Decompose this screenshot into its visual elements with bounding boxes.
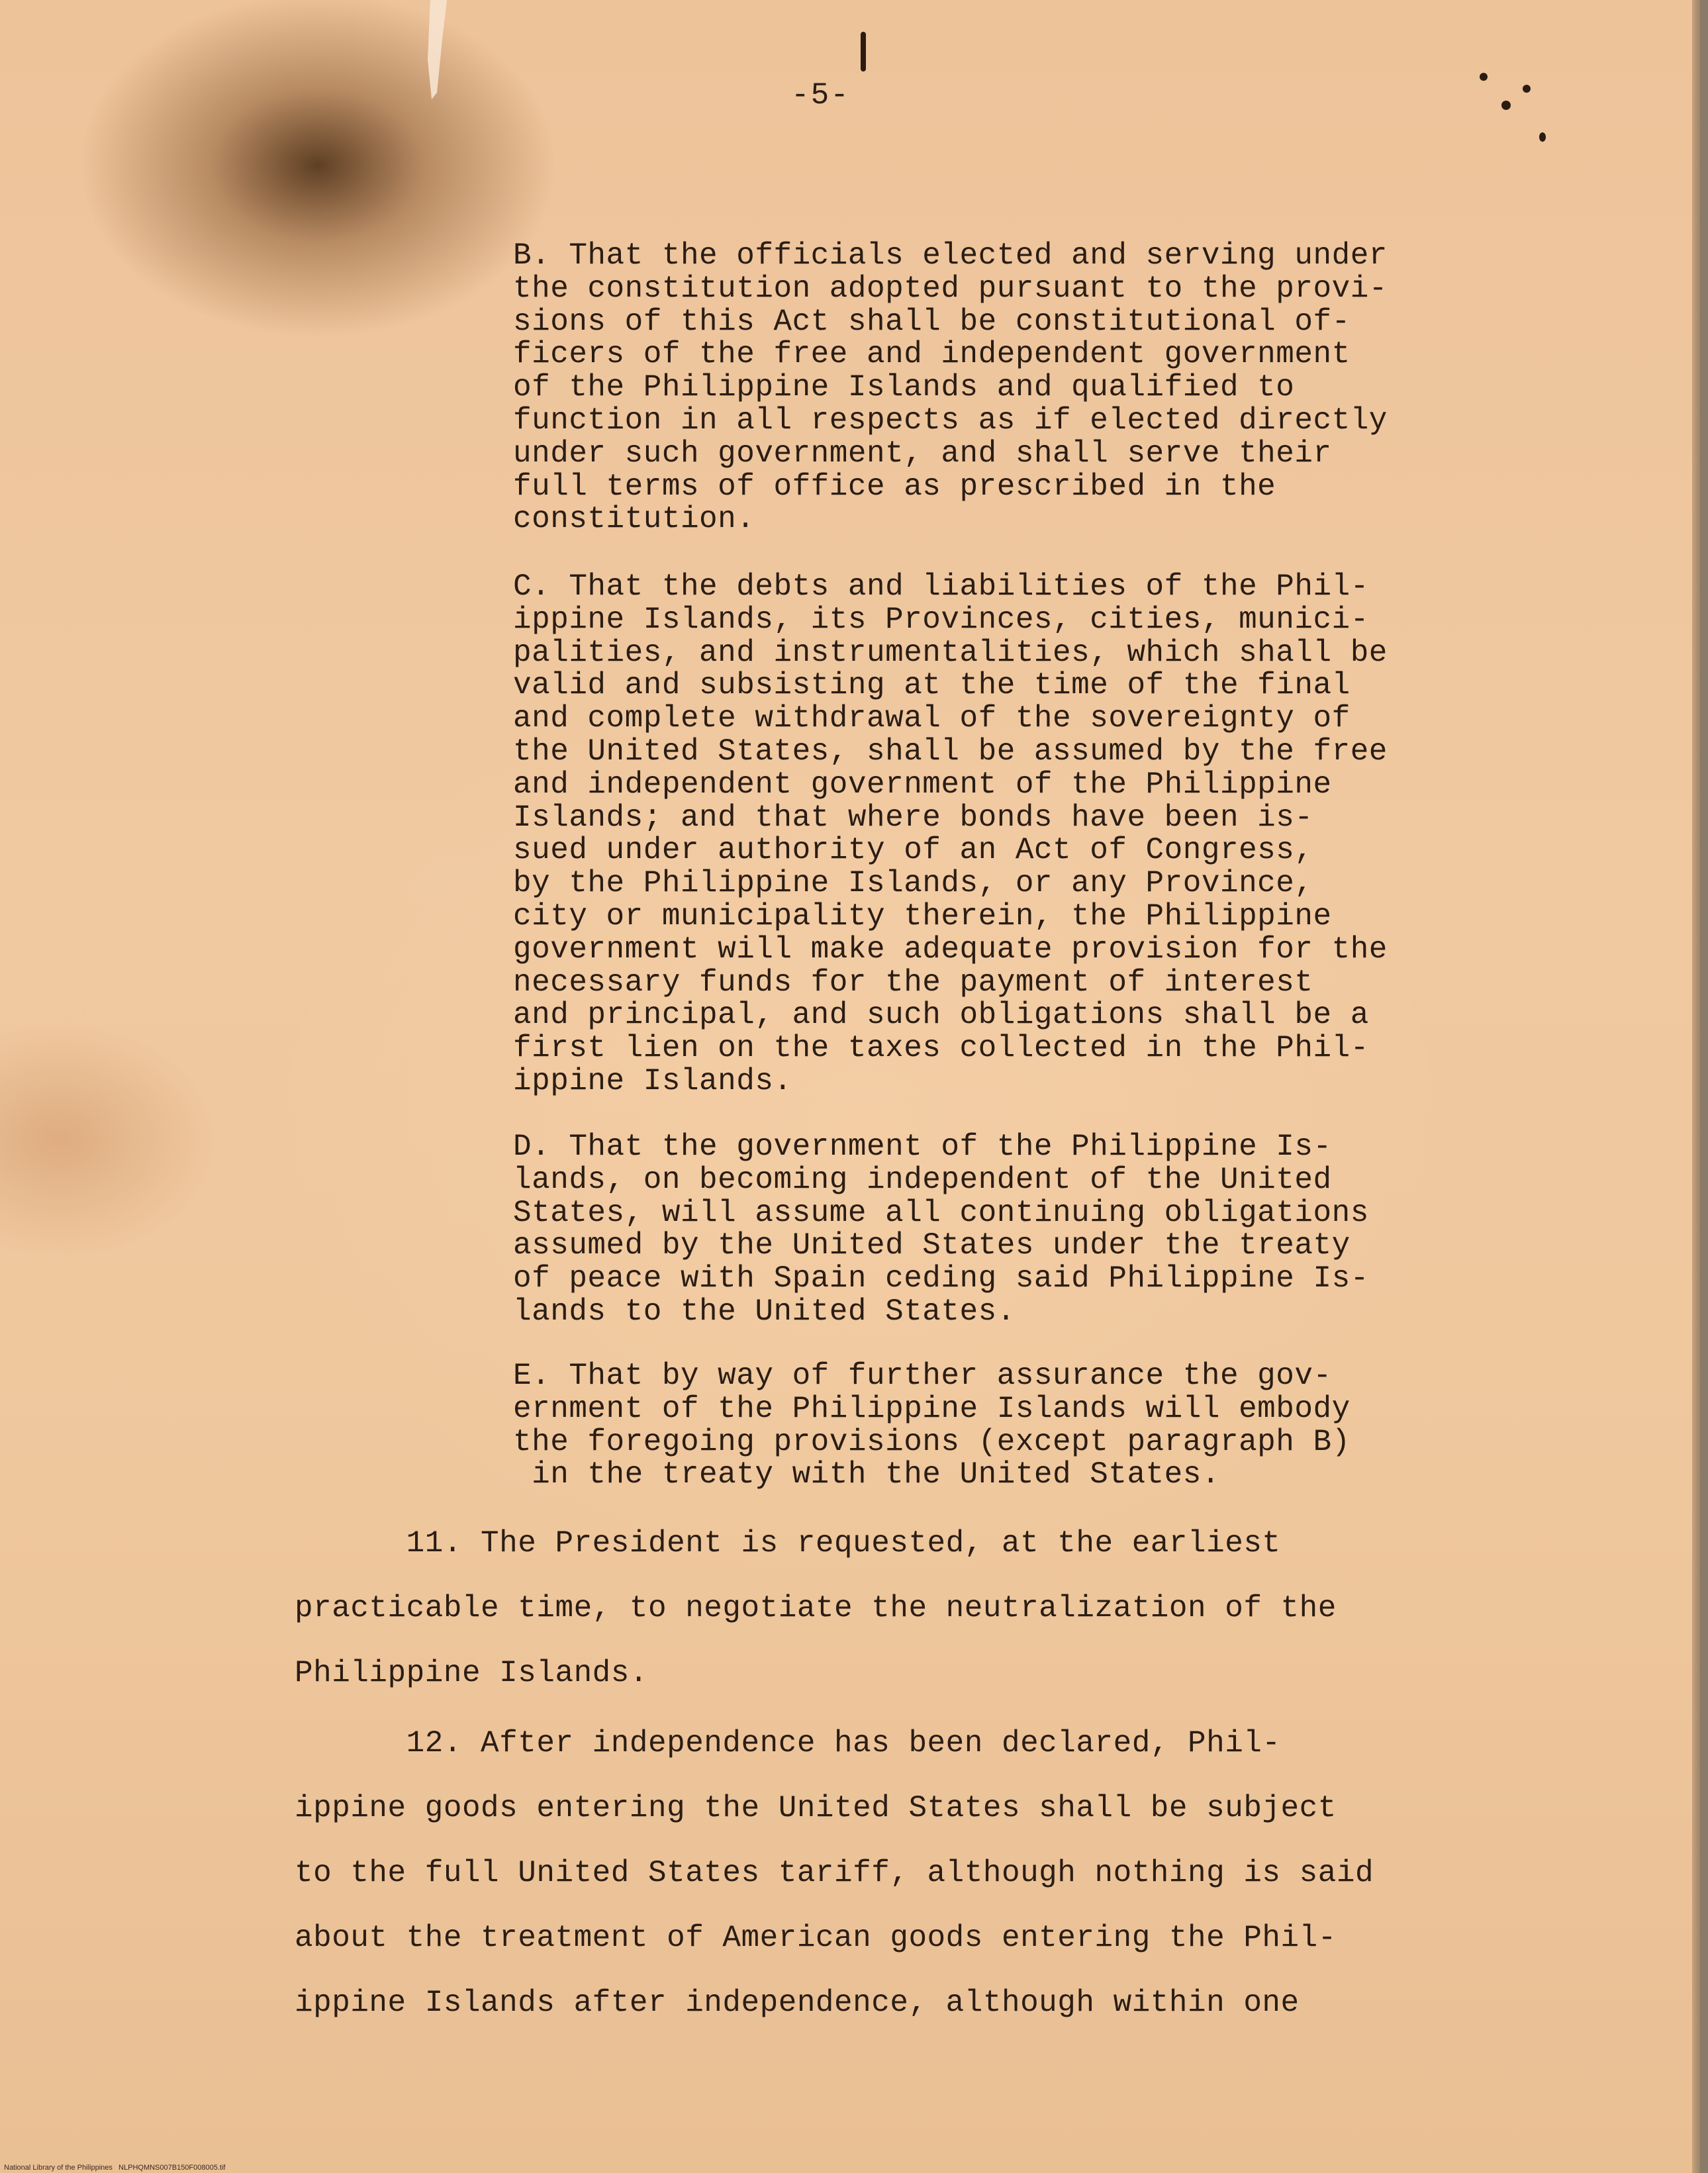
ink-spot bbox=[1523, 85, 1531, 93]
text-line: of the Philippine Islands and qualified to bbox=[513, 370, 1295, 405]
paragraph-d bbox=[513, 1131, 1460, 1329]
text-line: ippine Islands. bbox=[513, 1063, 792, 1098]
text-line: in the treaty with the United States. bbox=[513, 1457, 1220, 1492]
text-line: practicable time, to negotiate the neutralization of the bbox=[295, 1591, 1337, 1625]
text-line: Islands; and that where bonds have been is- bbox=[513, 800, 1313, 835]
page-edge bbox=[1692, 0, 1700, 2173]
text-line: sued under authority of an Act of Congress, bbox=[513, 833, 1313, 868]
text-line: ernment of the Philippine Islands will embody bbox=[513, 1391, 1351, 1426]
ink-spot bbox=[861, 32, 866, 72]
text-line: the United States, shall be assumed by the free bbox=[513, 734, 1388, 769]
torn-edge-mark bbox=[357, 0, 490, 99]
text-line: constitution. bbox=[513, 502, 755, 537]
text-line: States, will assume all continuing obligations bbox=[513, 1195, 1369, 1230]
text-line: 11. The President is requested, at the earliest bbox=[295, 1526, 1281, 1561]
text-line: C. That the debts and liabilities of the Phil- bbox=[513, 569, 1369, 604]
text-line: necessary funds for the payment of interest bbox=[513, 965, 1313, 1000]
paragraph-12 bbox=[295, 1711, 1486, 2035]
text-line: under such government, and shall serve their bbox=[513, 436, 1332, 471]
text-line: ficers of the free and independent government bbox=[513, 337, 1351, 372]
text-line: the foregoing provisions (except paragraph B) bbox=[513, 1424, 1351, 1459]
paragraph-c bbox=[513, 571, 1460, 1098]
text-line: and principal, and such obligations shall be a bbox=[513, 998, 1369, 1033]
text-line: valid and subsisting at the time of the final bbox=[513, 668, 1351, 703]
text-line: ippine Islands, its Provinces, cities, munici- bbox=[513, 602, 1369, 637]
text-line: first lien on the taxes collected in the Phil- bbox=[513, 1031, 1369, 1066]
ink-spot bbox=[1539, 132, 1546, 142]
text-line: palities, and instrumentalities, which shall be bbox=[513, 635, 1388, 670]
paragraph-b bbox=[513, 240, 1460, 536]
text-line: of peace with Spain ceding said Philippine Is- bbox=[513, 1261, 1369, 1296]
paragraph-11 bbox=[295, 1511, 1486, 1706]
text-line: ippine Islands after independence, although within one bbox=[295, 1986, 1300, 2020]
text-line: to the full United States tariff, although nothing is said bbox=[295, 1856, 1374, 1890]
text-line: the constitution adopted pursuant to the provi- bbox=[513, 271, 1388, 306]
text-line: lands, on becoming independent of the United bbox=[513, 1162, 1332, 1197]
text-line: E. That by way of further assurance the gov- bbox=[513, 1359, 1332, 1393]
text-line: assumed by the United States under the treaty bbox=[513, 1228, 1351, 1263]
text-line: sions of this Act shall be constitutional of- bbox=[513, 304, 1351, 339]
text-line: ippine goods entering the United States shall be subject bbox=[295, 1791, 1337, 1825]
text-line: full terms of office as prescribed in the bbox=[513, 469, 1276, 504]
text-line: B. That the officials elected and serving under bbox=[513, 238, 1388, 273]
text-line: 12. After independence has been declared, Phil- bbox=[295, 1726, 1281, 1761]
ink-spot bbox=[1480, 73, 1488, 81]
text-line: Philippine Islands. bbox=[295, 1656, 648, 1690]
paragraph-e bbox=[513, 1360, 1460, 1492]
text-line: and independent government of the Philippine bbox=[513, 767, 1332, 802]
text-line: lands to the United States. bbox=[513, 1294, 1016, 1329]
text-line: D. That the government of the Philippine Is- bbox=[513, 1130, 1332, 1164]
page-number: -5- bbox=[791, 78, 850, 113]
text-line: by the Philippine Islands, or any Province, bbox=[513, 866, 1313, 901]
ink-spot bbox=[1501, 101, 1511, 110]
text-line: about the treatment of American goods entering the Phil- bbox=[295, 1921, 1337, 1955]
text-line: government will make adequate provision for the bbox=[513, 932, 1388, 967]
text-line: function in all respects as if elected directly bbox=[513, 403, 1388, 438]
archive-footer: National Library of the Philippines NLPHQMNS007B150F008005.tif bbox=[4, 2164, 226, 2172]
text-line: city or municipality therein, the Philippine bbox=[513, 898, 1332, 934]
text-line: and complete withdrawal of the sovereignty of bbox=[513, 701, 1351, 736]
